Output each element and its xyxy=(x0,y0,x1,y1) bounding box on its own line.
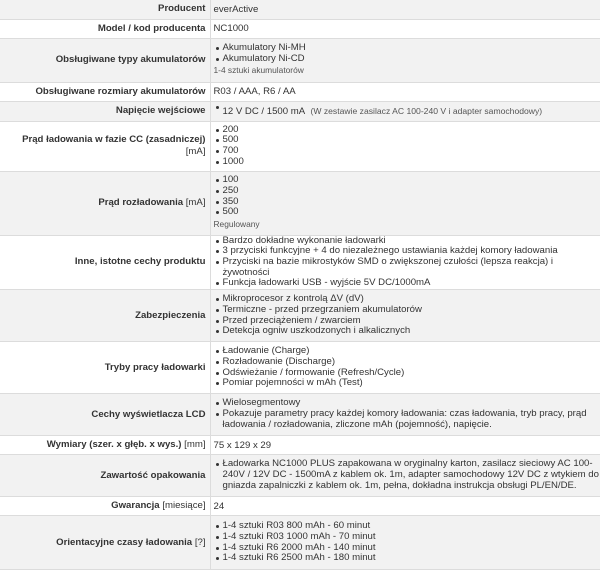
spec-value: 75 x 129 x 29 xyxy=(213,439,272,451)
spec-list xyxy=(214,521,600,564)
spec-row-producer xyxy=(0,0,600,19)
spec-note: (W zestawie zasilacz AC 100-240 V i adapter samochodowy) xyxy=(310,105,543,116)
list-item: Odświeżanie / formowanie (Refresh/Cycle) xyxy=(214,368,600,379)
list-item: 1-4 sztuki R03 800 mAh - 60 minut xyxy=(214,521,600,532)
spec-value xyxy=(210,290,600,342)
spec-row-dimensions xyxy=(0,436,600,455)
spec-row-package xyxy=(0,455,600,497)
spec-unit: [mA] xyxy=(185,197,206,208)
list-item: Rozładowanie (Discharge) xyxy=(214,357,600,368)
list-item: 200 xyxy=(214,125,600,136)
list-item: 500 xyxy=(214,135,600,146)
spec-label: Gwarancja [miesiące] xyxy=(0,497,210,516)
spec-value xyxy=(210,38,600,82)
spec-row-protections xyxy=(0,290,600,342)
list-item: Bardzo dokładne wykonanie ładowarki xyxy=(214,236,600,247)
list-item: Pokazuje parametry pracy każdej komory ładowania: czas ładowania, tryb pracy, prąd ładowania / rozładowania, zliczone mAh (pojemność), napięcie. xyxy=(214,409,600,430)
spec-label: Tryby pracy ładowarki xyxy=(0,342,210,394)
spec-label: Zawartość opakowania xyxy=(0,455,210,497)
list-item: Pomiar pojemności w mAh (Test) xyxy=(214,378,600,389)
spec-label: Obsługiwane typy akumulatorów xyxy=(0,38,210,82)
list-item: Ładowarka NC1000 PLUS zapakowana w oryginalny karton, zasilacz sieciowy AC 100-240V / 12V DC - 1500mA z kablem ok. 1m, adapter samochodowy 12V DC z wtykiem do gniazda zapalniczki z kablem ok. 1m, pełna, dokładna instrukcja obsługi PL/EN/DE. xyxy=(214,459,600,491)
spec-list xyxy=(214,102,600,121)
spec-unit: [?] xyxy=(194,536,206,548)
list-item: 250 xyxy=(214,186,600,197)
list-item: Detekcja ogniw uszkodzonych i alkalicznych xyxy=(214,326,600,337)
spec-list xyxy=(214,125,600,168)
list-item: 12 V DC / 1500 mA (W zestawie zasilacz AC 100-240 V i adapter samochodowy) xyxy=(214,102,600,121)
spec-row-modes xyxy=(0,342,600,394)
spec-unit: [mA] xyxy=(185,146,206,157)
spec-unit: [miesiące] xyxy=(162,500,206,512)
spec-label: Orientacyjne czasy ładowania [?] xyxy=(0,516,210,570)
spec-value: 24 xyxy=(213,500,225,512)
list-item: Termiczne - przed przegrzaniem akumulatorów xyxy=(214,305,600,316)
spec-row-warranty xyxy=(0,497,600,516)
spec-row-discharge-current xyxy=(0,171,600,235)
list-item: 350 xyxy=(214,197,600,208)
spec-list xyxy=(214,236,600,290)
list-item: Akumulatory Ni-MH xyxy=(214,43,600,54)
spec-label: Prąd ładowania w fazie CC (zasadniczej) [mA] xyxy=(0,121,210,171)
spec-row-charge-current xyxy=(0,121,600,171)
spec-value xyxy=(210,394,600,436)
spec-row-battery-types xyxy=(0,38,600,82)
spec-value xyxy=(210,121,600,171)
spec-value xyxy=(210,516,600,570)
spec-value: everActive xyxy=(213,3,259,15)
list-item: 500 xyxy=(214,207,600,218)
spec-row-model xyxy=(0,19,600,38)
list-item: 1000 xyxy=(214,157,600,168)
spec-value xyxy=(210,342,600,394)
list-item: Ładowanie (Charge) xyxy=(214,346,600,357)
spec-label: Wymiary (szer. x głęb. x wys.) [mm] xyxy=(0,436,210,455)
spec-unit: [mm] xyxy=(184,439,206,451)
spec-label: Obsługiwane rozmiary akumulatorów xyxy=(0,82,210,101)
list-item: 1-4 sztuki R03 1000 mAh - 70 minut xyxy=(214,532,600,543)
spec-list xyxy=(214,294,600,337)
list-item: Funkcja ładowarki USB - wyjście 5V DC/1000mA xyxy=(214,278,600,289)
spec-row-charge-times xyxy=(0,516,600,570)
spec-label: Inne, istotne cechy produktu xyxy=(0,235,210,290)
spec-list xyxy=(214,459,600,491)
spec-label: Prąd rozładowania [mA] xyxy=(0,171,210,235)
list-item: Przyciski na bazie mikrostyków SMD o zwiększonej czułości (lepsza reakcja) i żywotności xyxy=(214,257,600,278)
list-item: Wielosegmentowy xyxy=(214,398,600,409)
spec-label: Napięcie wejściowe xyxy=(0,101,210,121)
list-item: 100 xyxy=(214,175,600,186)
spec-label: Zabezpieczenia xyxy=(0,290,210,342)
spec-row-input-voltage xyxy=(0,101,600,121)
spec-value: NC1000 xyxy=(213,23,249,34)
spec-note: Regulowany xyxy=(213,218,260,229)
spec-value xyxy=(210,455,600,497)
list-item: Mikroprocesor z kontrolą ΔV (dV) xyxy=(214,294,600,305)
list-item: 3 przyciski funkcyjne + 4 do niezależnego ustawiania każdej komory ładowania xyxy=(214,246,600,257)
spec-note: 1-4 sztuki akumulatorów xyxy=(213,65,304,76)
spec-list xyxy=(214,43,600,64)
list-item: Przed przeciążeniem / zwarciem xyxy=(214,316,600,327)
spec-value xyxy=(210,171,600,235)
spec-row-battery-sizes xyxy=(0,82,600,101)
spec-value xyxy=(210,235,600,290)
spec-label: Producent xyxy=(0,0,210,19)
list-item: 1-4 sztuki R6 2500 mAh - 180 minut xyxy=(214,553,600,564)
spec-label: Model / kod producenta xyxy=(0,19,210,38)
spec-value: R03 / AAA, R6 / AA xyxy=(213,86,296,97)
spec-row-features xyxy=(0,235,600,290)
list-item: 700 xyxy=(214,146,600,157)
spec-list xyxy=(214,346,600,389)
list-item: 1-4 sztuki R6 2000 mAh - 140 minut xyxy=(214,543,600,554)
spec-value xyxy=(210,101,600,121)
spec-label: Cechy wyświetlacza LCD xyxy=(0,394,210,436)
list-item: Akumulatory Ni-CD xyxy=(214,54,600,65)
spec-row-lcd xyxy=(0,394,600,436)
spec-list xyxy=(214,398,600,430)
spec-list xyxy=(214,175,600,218)
